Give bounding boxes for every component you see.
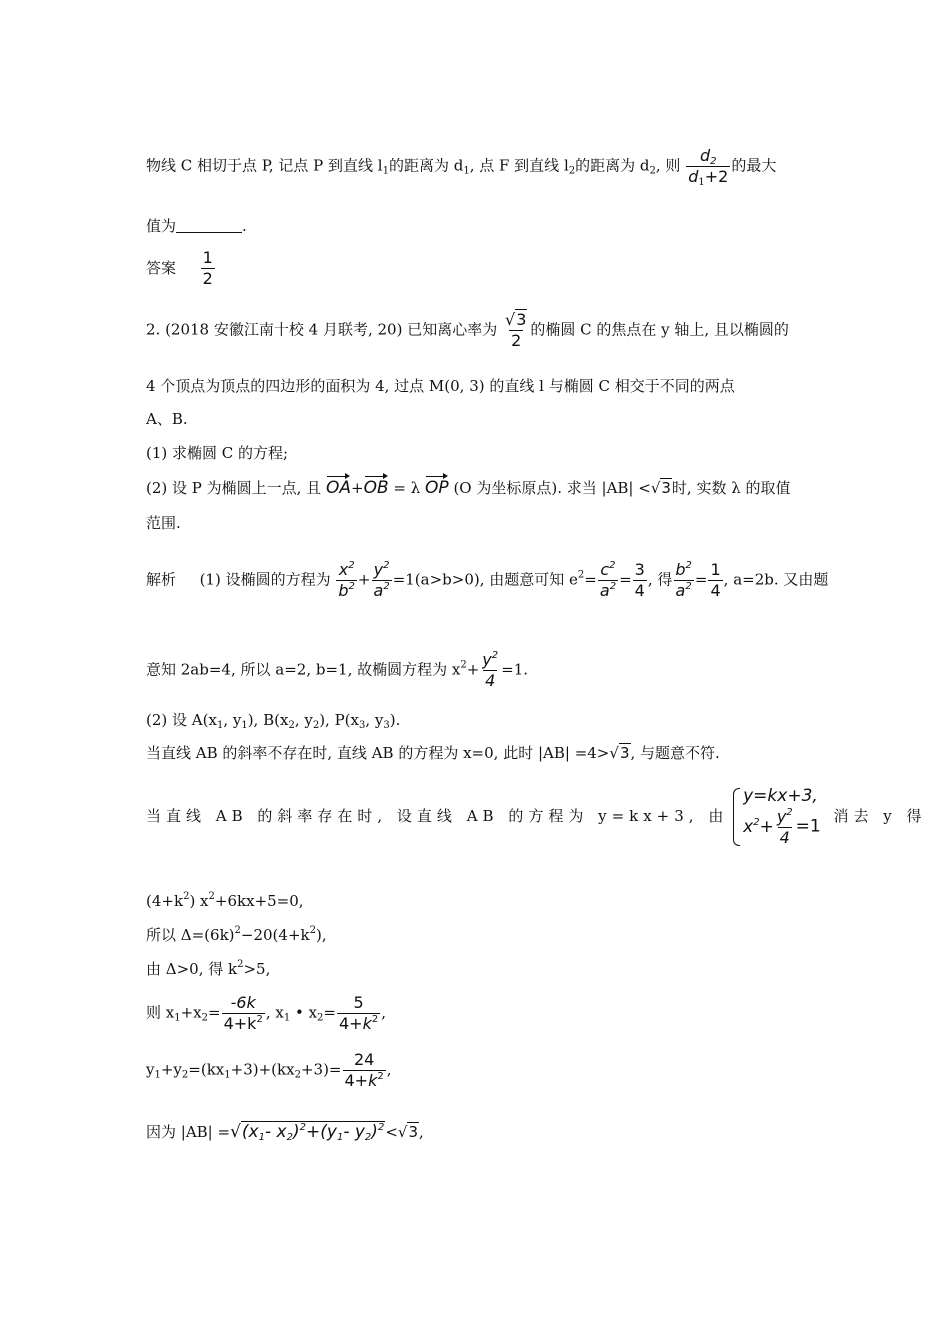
solution-label: 解析 [146,570,177,589]
frac-y2-4: $\frac{y^2}{4}$ [482,650,499,690]
solution-line3: (2) 设 $A(x_1$, $y_1$), $B(x_2$, $y_2$), $P(x_3$, $y_3$). [146,711,401,731]
q2-intro-line2: 4 个顶点为顶点的四边形的面积为 4, 过点 M(0, 3) 的直线 l 与椭圆 C 相交于不同的两点 [146,377,735,395]
solution-line7: 所以 $\Delta=(6k)^2-20(4+k^2)$, [146,925,327,944]
q2-part1: (1) 求椭圆 C 的方程; [146,444,289,462]
solution-line8: 由 Δ>0, 得 $k^2>5$, [146,959,271,978]
frac-1-4: $\frac{1}{4}$ [710,560,721,600]
q2-intro-line3: A、B. [146,410,188,428]
solution-line2: 意知 2ab=4, 所以 a=2, b=1, 故椭圆方程为 $x^2+$ $\frac{y^2}{4}$ =1. [146,650,529,690]
q1-line1: 物线 C 相切于点 P, 记点 P 到直线 $l_1$的距离为 $d_1$, 点 F 到直线 $l_2$的距离为 $d_2$, 则 $\frac{d_2}{d_1+2}$ 的最大 [146,146,777,188]
solution-line11: 因为 $|AB| =√(x_1-$ $x_2)^2+(y_1-$ $y_2)^2<√3$, [146,1122,424,1143]
q1-answer: 答案 $\frac{1}{2}$ [146,248,213,288]
solution-line6: $(4+k^2)$ $x^2+6kx+5=0$, [146,891,304,910]
solution-line5: 当直线 AB 的斜率存在时, 设直线 AB 的方程为 y=kx+3, 由 y=kx+3, $x^2+$ $\frac{y^2}{4}$ =1 消去 y 得 [146,786,927,847]
frac-sum-x: $\frac{-6k}{4+k^2}$ [223,993,263,1033]
solution-line10: $y_1+y_2=(kx_1+3)+(kx_2+3)=$ $\frac{24}{4+k^2}$ , [146,1050,392,1090]
q1-line2: 值为 . [146,217,247,235]
vector-ob: OB [363,478,389,498]
solution-line9: 则 $x_1+x_2=$ $\frac{-6k}{4+k^2}$ , $x_1$ • $x_2=$ $\frac{5}{4+k^2}$ , [146,993,387,1033]
fraction-d2-over-d1: $\frac{d_2}{d_1+2}$ [688,146,729,188]
solution-line4: 当直线 AB 的斜率不存在时, 直线 AB 的方程为 x=0, 此时 |AB| =4>√3, 与题意不符. [146,744,720,762]
vector-oa: OA [325,478,351,498]
eccentricity-fraction: $\frac{√3}{2}$ [504,310,527,350]
vector-op: OP [425,478,449,498]
frac-sum-y: $\frac{24}{4+k^2}$ [344,1050,384,1090]
frac-3-4: $\frac{3}{4}$ [634,560,645,600]
equation-system: y=kx+3, $x^2+$ $\frac{y^2}{4}$ =1 [733,788,821,846]
q2-part2-line2: 范围. [146,514,181,532]
answer-blank [176,218,242,233]
answer-fraction: $\frac{1}{2}$ [202,248,213,288]
frac-c2-a2: $\frac{c^2}{a^2}$ [599,560,617,600]
q2-intro-line1: 2. (2018 安徽江南十校 4 月联考, 20) 已知离心率为 $\frac{√3}{2}$ 的椭圆 C 的焦点在 y 轴上, 且以椭圆的 [146,310,789,350]
frac-b2-a2: $\frac{b^2}{a^2}$ [675,560,692,600]
solution-line1: 解析 (1) 设椭圆的方程为 $\frac{x^2}{b^2}$ + $\frac{y^2}{a^2}$ =1(a>b>0), 由题意可知 $e^2=$ $\frac{c^2}{a^2}$ = $\frac{3}{4}$ , 得 $\frac{b^2}{a^2}$ = $\frac{1}{4}$ , a=2b. 又由题 [146,560,829,600]
frac-x2-b2: $\frac{x^2}{b^2}$ [338,560,355,600]
q2-part2: (2) 设 P 为椭圆上一点, 且 OA+OB = λ OP (O 为坐标原点). 求当 |AB| <√3时, 实数 λ 的取值 [146,478,791,498]
frac-y2-a2: $\frac{y^2}{a^2}$ [373,560,390,600]
frac-product-x: $\frac{5}{4+k^2}$ [339,993,379,1033]
